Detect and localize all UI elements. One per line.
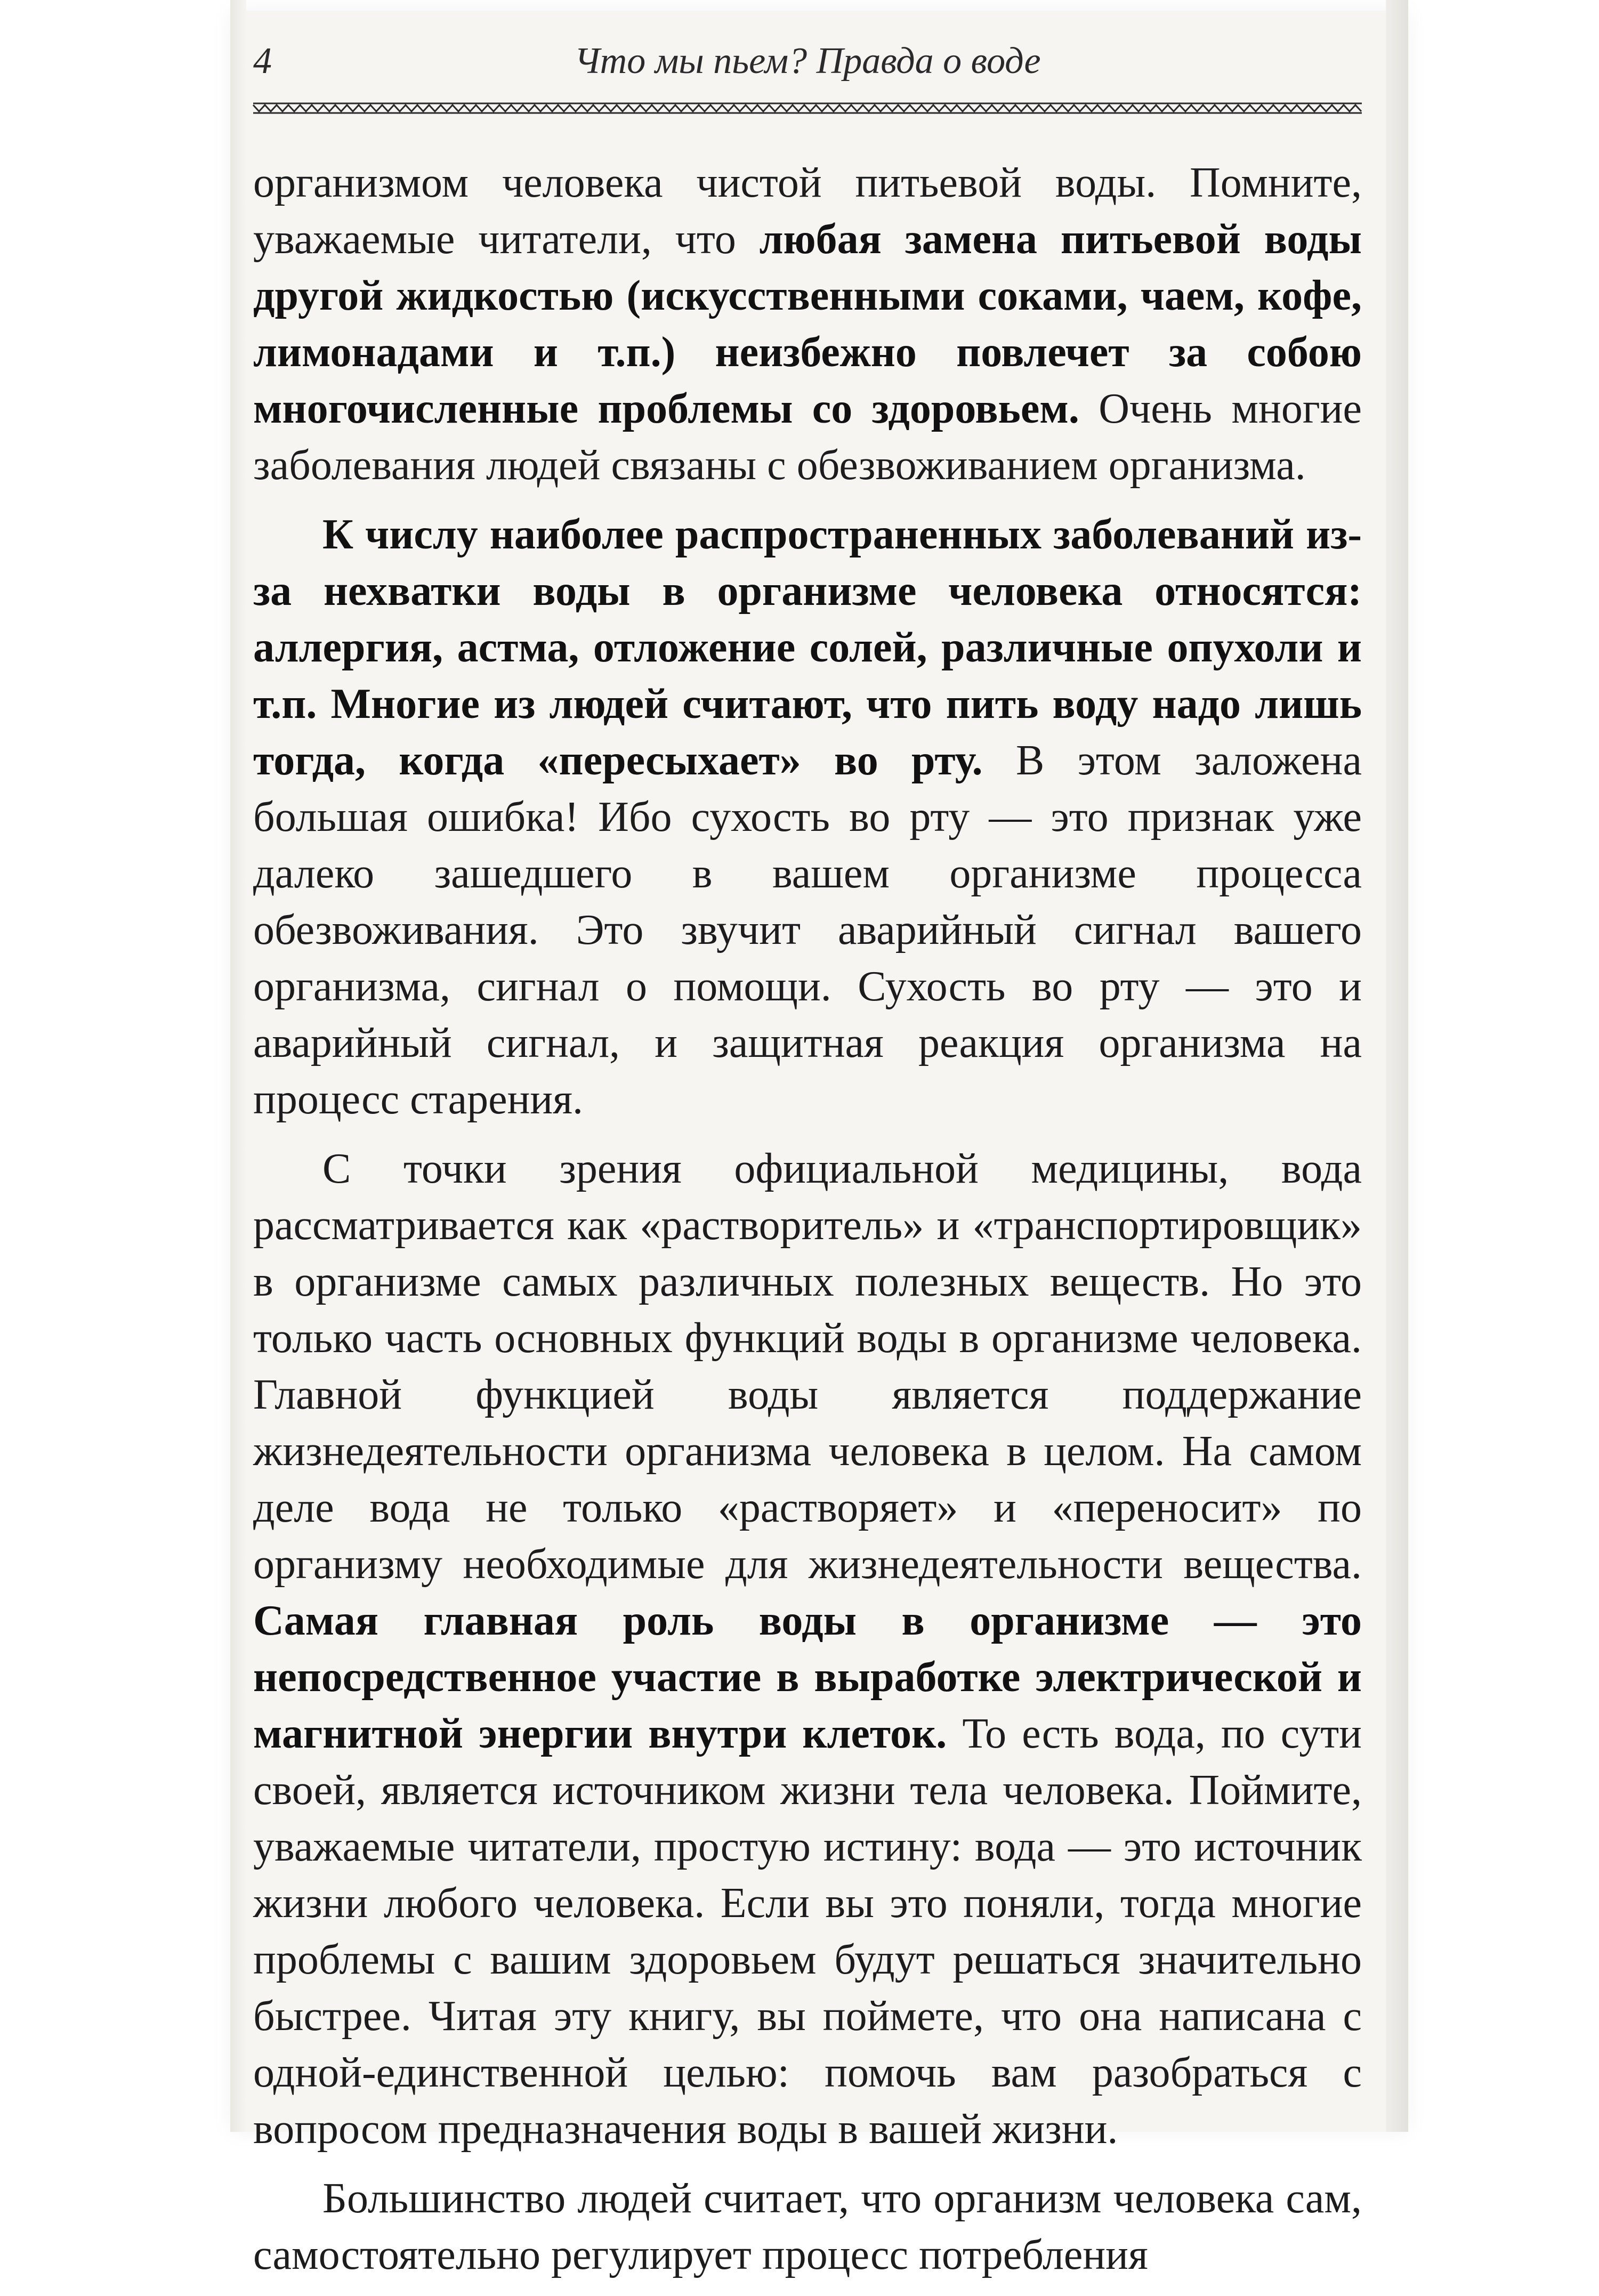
text-run: То есть вода, по сути своей, является источником жизни тела человека. Поймите, уважаемые читатели, простую истину: вода — это источник жизни любого человека. Если вы это поняли, тогда многие проблемы с вашим здоровьем будут решаться значительно быстрее. Читая эту книгу, вы поймете, что она написана с одной-единственной целью: помочь вам разобраться с вопросом предназначения воды в вашей жизни.	[253, 1710, 1362, 2153]
bold-text-run: Самая главная роль воды в организме — это непосредственное участие в выработке электрической и магнитной энергии внутри клеток.	[253, 1597, 1362, 1757]
text-run: Очень многие заболевания людей связаны с обезвоживанием организма.	[253, 385, 1362, 489]
running-header	[253, 32, 1362, 91]
page-edge	[1386, 0, 1408, 2132]
paragraph	[253, 155, 1362, 494]
bold-text-run: любая замена питьевой воды другой жидкостью (искусственными соками, чаем, кофе, лимонадами и т.п.) неизбежно повлечет за собою многочисленные проблемы со здоровьем.	[253, 216, 1362, 432]
text-run: организмом человека чистой питьевой воды. Помните, уважаемые читатели, что	[253, 159, 1362, 263]
ornamental-rule	[253, 102, 1362, 114]
page-gutter	[230, 0, 246, 2132]
paragraph	[253, 2170, 1362, 2283]
text-run: В этом заложена большая ошибка! Ибо сухость во рту — это признак уже далеко зашедшего в вашем организме процесса обезвоживания. Это звучит аварийный сигнал вашего организма, сигнал о помощи. Сухость во рту — это и аварийный сигнал, и защитная реакция организма на процесс старения.	[253, 737, 1362, 1123]
running-title: Что мы пьем? Правда о воде	[574, 41, 1041, 82]
text-run: С точки зрения официальной медицины, вода рассматривается как «растворитель» и «транспортировщик» в организме самых различных полезных веществ. Но это только часть основных функций воды в организме человека. Главной функцией воды является поддержание жизнедеятельности организма человека в целом. На самом деле вода не только «растворяет» и «переносит» по организму необходимые для жизнедеятельности вещества.	[253, 1145, 1362, 1588]
bold-text-run: К числу наиболее распространенных заболеваний из-за нехватки воды в организме человека относятся: аллергия, астма, отложение солей, различные опухоли и т.п. Многие из людей считают, что пить воду надо лишь тогда, когда «пересыхает» во рту.	[253, 511, 1362, 784]
body-text	[253, 155, 1362, 2296]
paragraph	[253, 506, 1362, 1128]
paragraph	[253, 1141, 1362, 2157]
text-run: Большинство людей считает, что организм человека сам, самостоятельно регулирует процесс потребления	[253, 2175, 1362, 2278]
page-number: 4	[253, 41, 272, 82]
